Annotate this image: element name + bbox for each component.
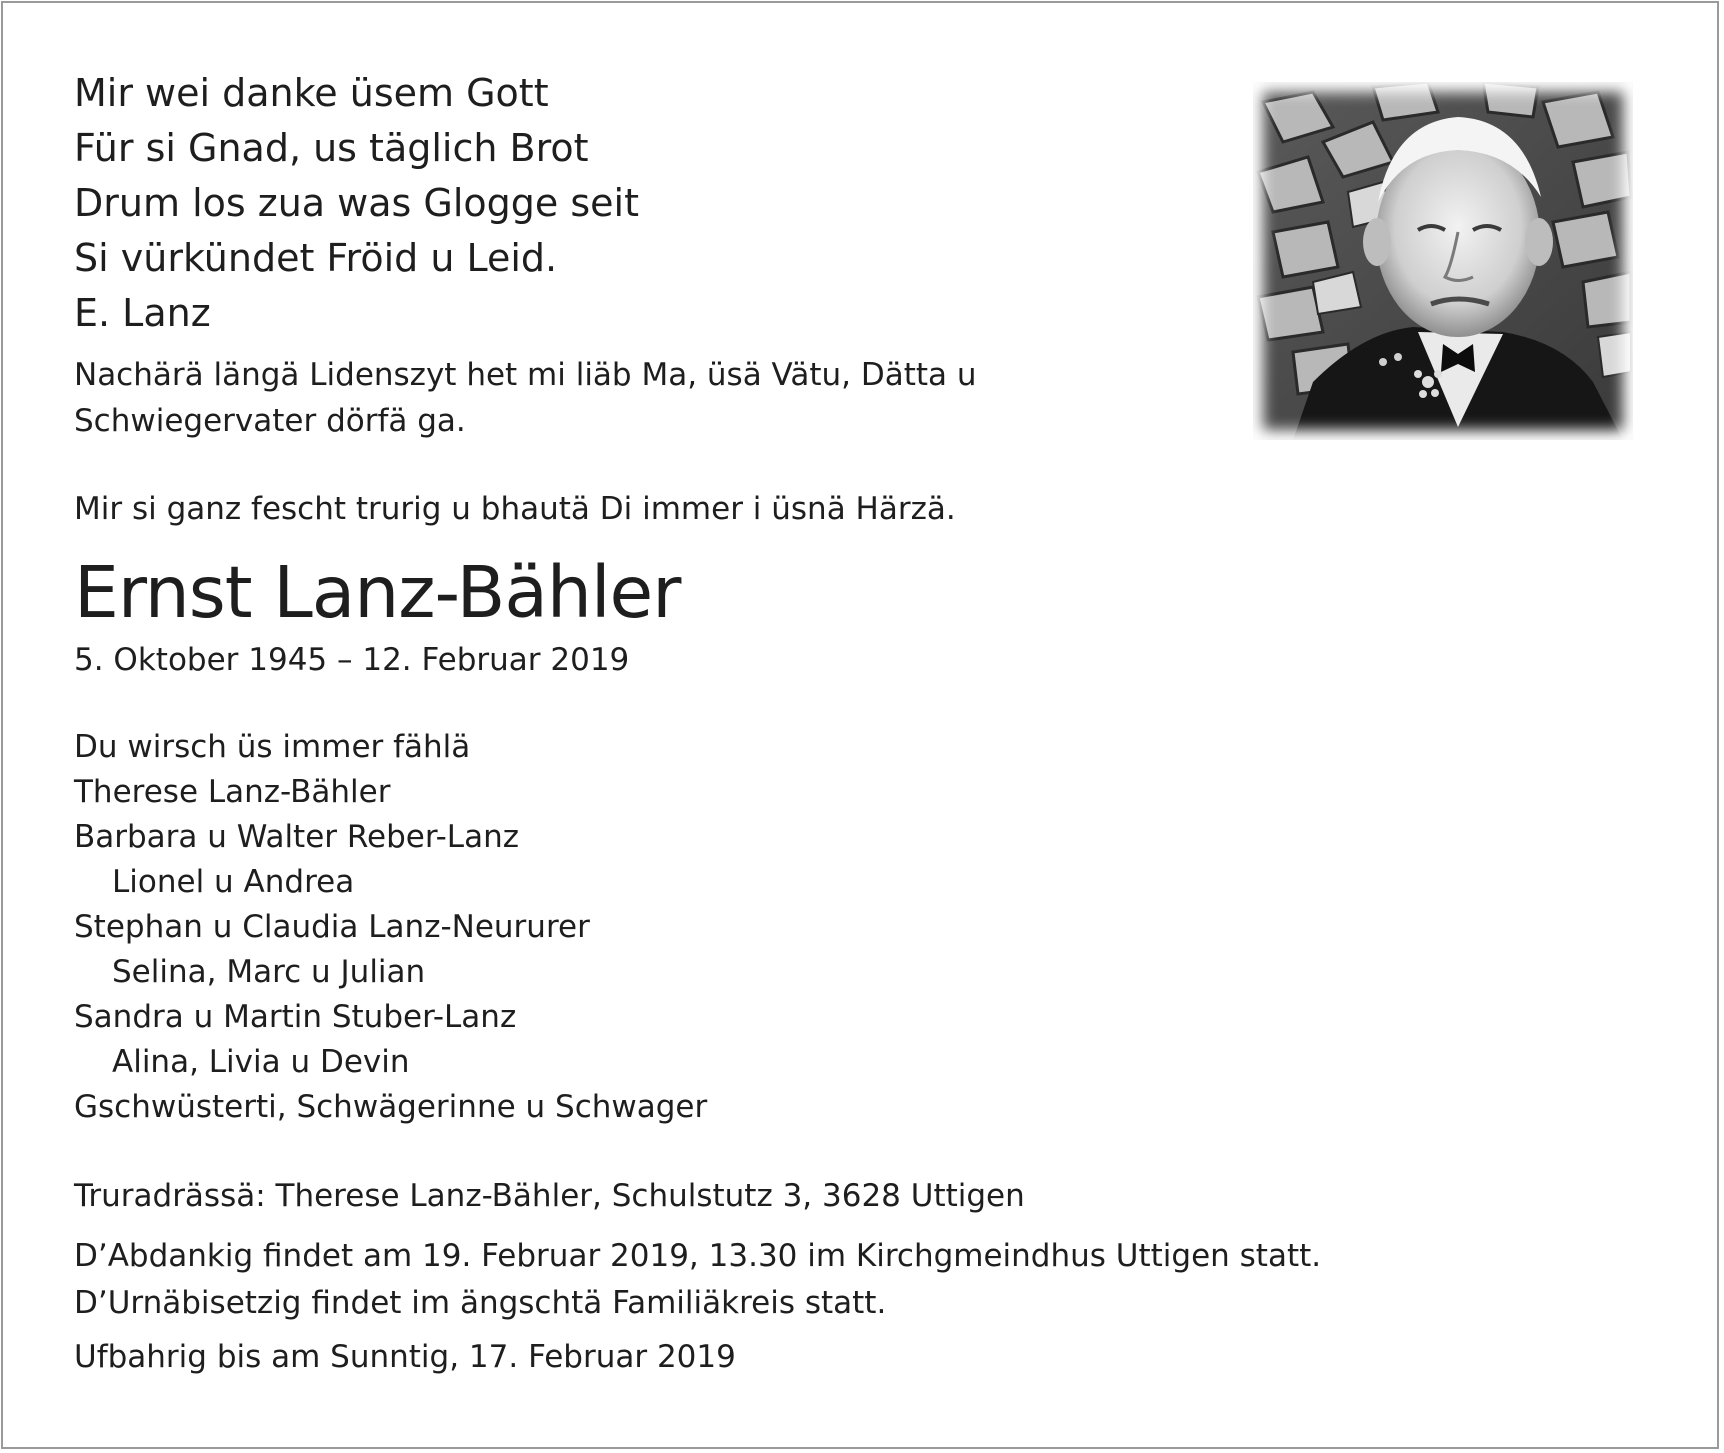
intro-text (74, 352, 977, 444)
mourner-line: Sandra u Martin Stuber-Lanz (74, 999, 517, 1035)
deceased-name: Ernst Lanz-Bähler (74, 551, 681, 634)
mourner-line: Du wirsch üs immer fählä (74, 729, 471, 765)
poem-line: Für si Gnad, us täglich Brot (74, 126, 589, 170)
ceremony-info (74, 1233, 1321, 1327)
mourner-line: Barbara u Walter Reber-Lanz (74, 819, 519, 855)
mourner-line: Selina, Marc u Julian (112, 954, 426, 990)
mourners-list (74, 725, 707, 1130)
life-dates: 5. Oktober 1945 – 12. Februar 2019 (74, 642, 630, 678)
intro-line: Nachärä längä Lidenszyt het mi liäb Ma, üsä Vätu, Dätta u (74, 357, 977, 393)
mourner-line: Alina, Livia u Devin (112, 1044, 410, 1080)
ceremony-line: D’Abdankig findet am 19. Februar 2019, 13.30 im Kirchgmeindhus Uttigen statt. (74, 1238, 1322, 1274)
mourning-address: Truradrässä: Therese Lanz-Bähler, Schulstutz 3, 3628 Uttigen (74, 1178, 1025, 1214)
poem (74, 66, 639, 341)
poem-line: Mir wei danke üsem Gott (74, 71, 549, 115)
mourner-line: Stephan u Claudia Lanz-Neururer (74, 909, 590, 945)
mourner-line: Therese Lanz-Bähler (74, 774, 391, 810)
poem-author: E. Lanz (74, 291, 211, 335)
viewing-info: Ufbahrig bis am Sunntig, 17. Februar 2019 (74, 1339, 736, 1375)
poem-line: Drum los zua was Glogge seit (74, 181, 639, 225)
intro-line: Schwiegervater dörfä ga. (74, 403, 466, 439)
mourner-line: Gschwüsterti, Schwägerinne u Schwager (74, 1089, 708, 1125)
sadness-statement: Mir si ganz fescht trurig u bhautä Di immer i üsnä Härzä. (74, 491, 956, 527)
mourner-line: Lionel u Andrea (112, 864, 355, 900)
burial-line: D’Urnäbisetzig findet im ängschtä Familiäkreis statt. (74, 1285, 887, 1321)
poem-line: Si vürkündet Fröid u Leid. (74, 236, 558, 280)
portrait-photo (1253, 82, 1633, 440)
